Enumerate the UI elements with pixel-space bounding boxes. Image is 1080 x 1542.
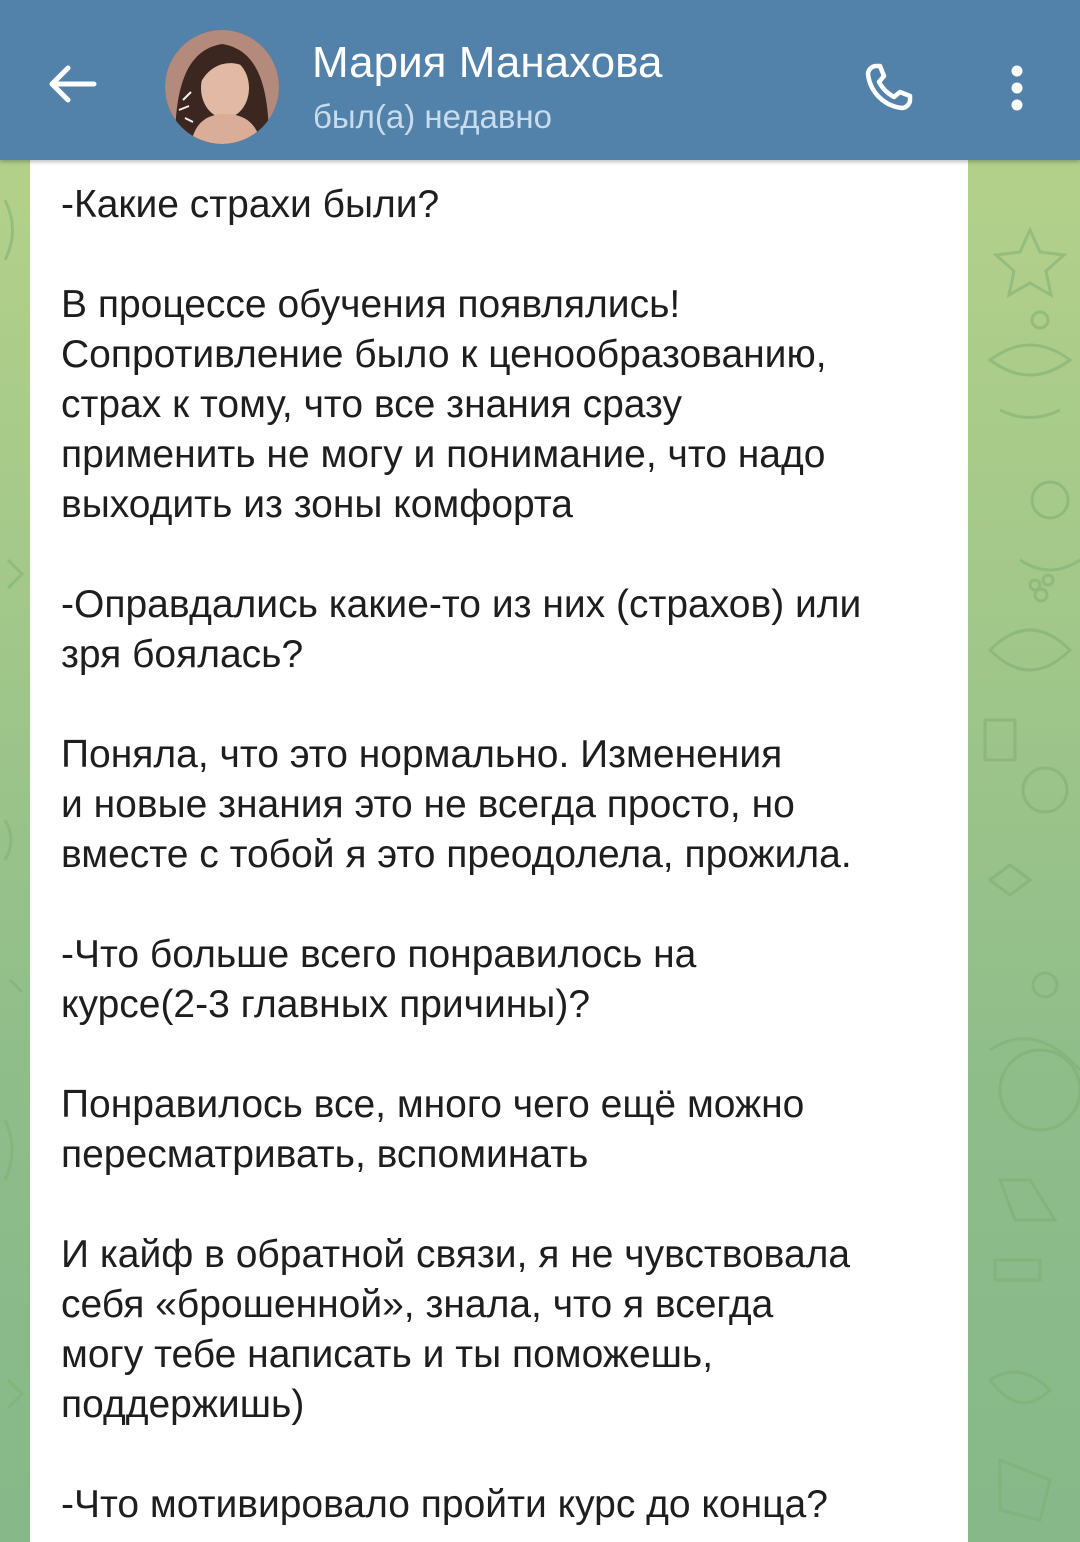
message-paragraph-question-3: -Что больше всего понравилось на курсе(2-3 главных причины)? (61, 933, 697, 1026)
message-spacer (61, 1030, 928, 1080)
message-bubble[interactable] (30, 160, 968, 1542)
message-spacer (61, 230, 928, 280)
contact-status: был(а) недавно (313, 98, 552, 135)
message-spacer (61, 530, 928, 580)
message-spacer (61, 1180, 928, 1230)
message-paragraph-answer-3a: Понравилось все, много чего ещё можно пересматривать, вспоминать (61, 1083, 805, 1176)
call-button[interactable] (858, 58, 918, 118)
message-spacer (61, 880, 928, 930)
chat-header (0, 0, 1080, 160)
message-paragraph-answer-3b: И кайф в обратной связи, я не чувствовала себя «брошенной», знала, что я всегда могу тебе написать и ты поможешь, поддержишь) (61, 1233, 851, 1426)
more-vertical-icon (1010, 65, 1024, 111)
phone-icon (862, 62, 914, 114)
arrow-left-icon (46, 64, 98, 104)
contact-avatar[interactable] (165, 30, 279, 144)
message-spacer (61, 1430, 928, 1480)
back-button[interactable] (40, 52, 104, 116)
message-paragraph-question-4: -Что мотивировало пройти курс до конца? (61, 1483, 828, 1526)
message-spacer (61, 680, 928, 730)
message-paragraph-answer-2: Поняла, что это нормально. Изменения и новые знания это не всегда просто, но вместе с тобой я это преодолела, прожила. (61, 733, 852, 876)
message-paragraph-question-2: -Оправдались какие-то из них (страхов) или зря боялась? (61, 583, 862, 676)
contact-name[interactable]: Мария Манахова (312, 38, 663, 87)
more-options-button[interactable] (993, 58, 1041, 118)
message-paragraph-answer-1: В процессе обучения появлялись! Сопротивление было к ценообразованию, страх к тому, что все знания сразу применить не могу и понимание, что надо выходить из зоны комфорта (61, 283, 827, 526)
avatar-photo (165, 30, 279, 144)
message-paragraph-question-1: -Какие страхи были? (61, 183, 440, 226)
